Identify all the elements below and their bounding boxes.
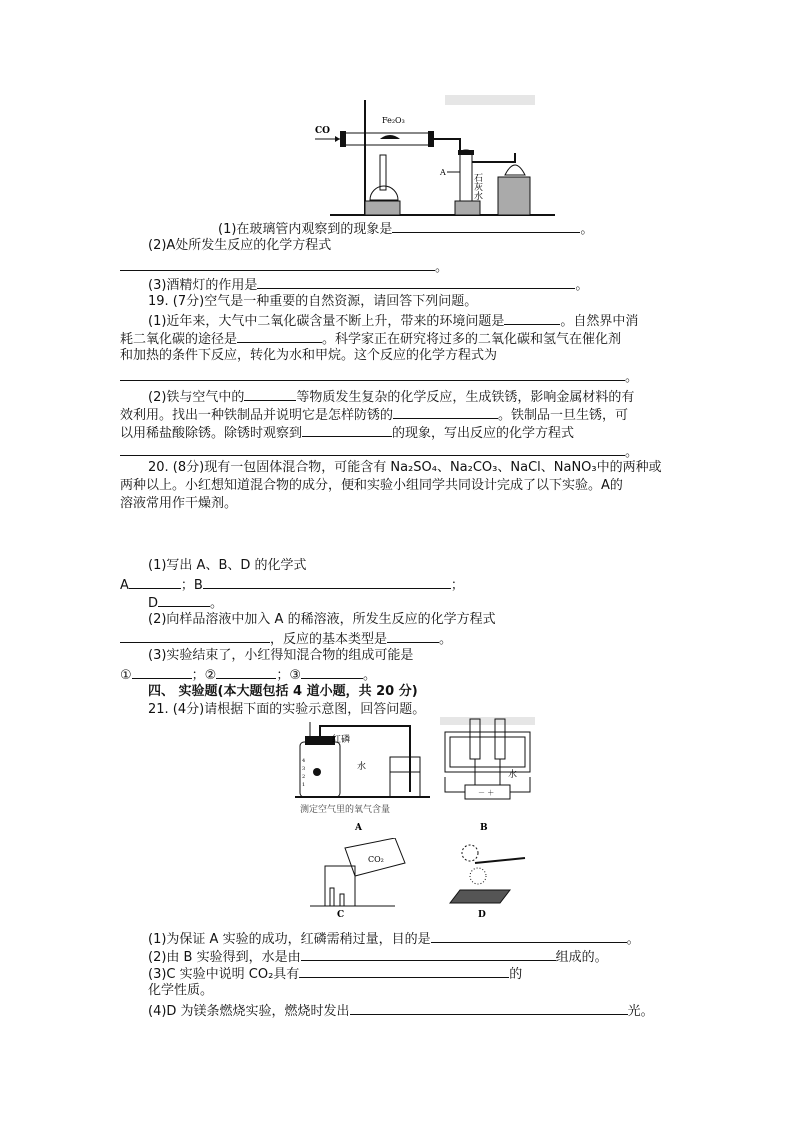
answer-blank[interactable] [431, 930, 627, 943]
q18-part2: (2)A处所发生反应的化学方程式 [148, 238, 332, 253]
q19-line8 [120, 443, 638, 459]
q20-sub3-answer [120, 666, 376, 682]
period: 。 [210, 596, 224, 611]
answer-blank[interactable] [504, 312, 560, 325]
q19-line2 [120, 330, 621, 346]
text: 以用稀盐酸除锈。除锈时观察到 [120, 426, 303, 441]
period: 。 [625, 370, 639, 385]
figure-d-magnesium-burning [440, 838, 540, 918]
answer-blank[interactable] [393, 406, 498, 419]
text: (2)铁与空气中的 [148, 390, 245, 405]
q19-line6 [120, 406, 628, 422]
q19-title: 19. (7分)空气是一种重要的自然资源，请回答下列问题。 [148, 294, 478, 309]
answer-blank[interactable] [299, 965, 509, 978]
answer-blank[interactable] [302, 424, 392, 437]
figure-c-co2-candles [310, 838, 420, 918]
period: 。 [363, 668, 377, 683]
co-reduction-apparatus-figure [310, 95, 570, 220]
semicolon: ； [450, 578, 464, 593]
text: 效利用。找出一种铁制品并说明它是怎样防锈的 [120, 408, 394, 423]
limewater-label: 石灰水 [472, 173, 482, 200]
q20-sub1-ab [120, 576, 464, 592]
text: 的 [509, 967, 523, 982]
figure-d-label: D [478, 910, 486, 918]
answer-blank[interactable] [301, 948, 556, 961]
q18-part1-text: (1)在玻璃管内观察到的现象是 [218, 222, 393, 237]
answer-blank[interactable] [120, 630, 270, 643]
q19-line1 [148, 312, 638, 328]
figure-b-water-electrolysis [440, 717, 540, 835]
smudge [445, 95, 535, 105]
q18-part3-text: (3)酒精灯的作用是 [148, 278, 258, 293]
text: 。铁制品一旦生锈，可 [498, 408, 629, 423]
d-label: D [148, 596, 159, 611]
text: (2)由 B 实验得到，水是由 [148, 950, 301, 965]
text: (3)C 实验中说明 CO₂具有 [148, 967, 300, 982]
text: 耗二氧化碳的途径是 [120, 332, 238, 347]
q21-part1 [148, 930, 640, 946]
text: (1)为保证 A 实验的成功，红磷需稍过量，目的是 [148, 932, 431, 947]
a-label: A [440, 168, 446, 177]
figure-a-caption: 测定空气里的氧气含量 [300, 805, 391, 815]
text: ，反应的基本类型是 [270, 632, 388, 647]
answer-blank[interactable] [120, 368, 625, 381]
text: 光。 [627, 1004, 654, 1019]
answer-blank-3[interactable] [301, 666, 363, 679]
text: (4)D 为镁条燃烧实验，燃烧时发出 [148, 1004, 350, 1019]
q20-line2: 两种以上。小红想知道混合物的成分，便和实验小组同学共同设计完成了以下实验。A的 [120, 478, 623, 493]
q21-title: 21. (4分)请根据下面的实验示意图，回答问题。 [148, 702, 426, 717]
period: 。 [580, 222, 594, 237]
q20-sub2-answer [120, 630, 452, 646]
text: 的现象，写出反应的化学方程式 [392, 426, 575, 441]
q18-part2-answer [120, 258, 448, 274]
q20-line1: 20. (8分)现有一包固体混合物，可能含有 Na₂SO₄、Na₂CO₃、NaCl、NaNO₃中的两种或 [148, 460, 662, 475]
q20-sub3: (3)实验结束了，小红得知混合物的组成可能是 [148, 648, 414, 663]
answer-blank[interactable] [387, 630, 439, 643]
q21-part3-cont: 化学性质。 [148, 983, 214, 998]
tick: 1 [302, 782, 306, 788]
q20-sub2: (2)向样品溶液中加入 A 的稀溶液，所发生反应的化学方程式 [148, 612, 496, 627]
q20-sub1: (1)写出 A、B、D 的化学式 [148, 558, 307, 573]
q19-line5 [148, 388, 634, 404]
figure-c-label: C [337, 910, 345, 918]
q20-line3: 溶液常用作干燥剂。 [120, 496, 238, 511]
fe2o3-label: Fe₂O₃ [382, 116, 405, 125]
phosphorus-label: 红磷 [332, 735, 351, 745]
water-label: 水 [357, 762, 367, 772]
answer-blank[interactable] [392, 220, 580, 233]
co-label: CO [315, 126, 331, 136]
q20-sub1-d [148, 594, 223, 610]
a-label: A [120, 578, 129, 593]
q18-part3 [148, 276, 588, 292]
answer-blank-d[interactable] [158, 594, 210, 607]
circled-2: ② [204, 668, 217, 683]
q21-part4 [148, 1002, 654, 1018]
answer-blank-1[interactable] [132, 666, 192, 679]
tick: 2 [302, 774, 306, 780]
co2-label: CO₂ [368, 855, 384, 864]
b-label: B [193, 578, 203, 593]
period: 。 [439, 632, 453, 647]
period: 。 [575, 278, 589, 293]
answer-blank[interactable] [350, 1002, 628, 1015]
figure-a-label: A [355, 823, 362, 833]
answer-blank-a[interactable] [129, 576, 181, 589]
answer-blank-b[interactable] [203, 576, 451, 589]
period: 。 [625, 445, 639, 460]
text: 。科学家正在研究将过多的二氧化碳和氢气在催化剂 [322, 332, 622, 347]
q19-line4 [120, 368, 638, 384]
q21-part3 [148, 965, 522, 981]
text: (1)近年来，大气中二氧化碳含量不断上升，带来的环境问题是 [148, 314, 505, 329]
q19-line3: 和加热的条件下反应，转化为水和甲烷。这个反应的化学方程式为 [120, 348, 498, 363]
period: 。 [626, 932, 640, 947]
text: 组成的。 [555, 950, 608, 965]
semicolon: ； [180, 578, 194, 593]
water-label: 水 [508, 770, 518, 780]
figure-a-oxygen-measurement [295, 722, 430, 837]
answer-blank[interactable] [120, 258, 435, 271]
battery-label: － ＋ [478, 789, 495, 797]
period: 。 [435, 260, 449, 275]
answer-blank[interactable] [257, 276, 575, 289]
section-4-heading: 四、 实验题(本大题包括 4 道小题，共 20 分) [148, 684, 418, 699]
tick: 4 [302, 758, 306, 764]
circled-3: ③ [289, 668, 301, 683]
semicolon: ； [191, 668, 205, 683]
answer-blank[interactable] [237, 330, 322, 343]
semicolon: ； [276, 668, 290, 683]
q19-line7 [120, 424, 574, 440]
answer-blank-2[interactable] [216, 666, 276, 679]
answer-blank[interactable] [244, 388, 296, 401]
text: 。自然界中消 [560, 314, 639, 329]
text: 等物质发生复杂的化学反应，生成铁锈，影响金属材料的有 [296, 390, 635, 405]
tick: 3 [302, 766, 306, 772]
figure-b-label: B [480, 823, 488, 833]
answer-blank[interactable] [120, 443, 625, 456]
circled-1: ① [120, 668, 132, 683]
q18-part1 [218, 220, 593, 236]
q21-part2 [148, 948, 608, 964]
